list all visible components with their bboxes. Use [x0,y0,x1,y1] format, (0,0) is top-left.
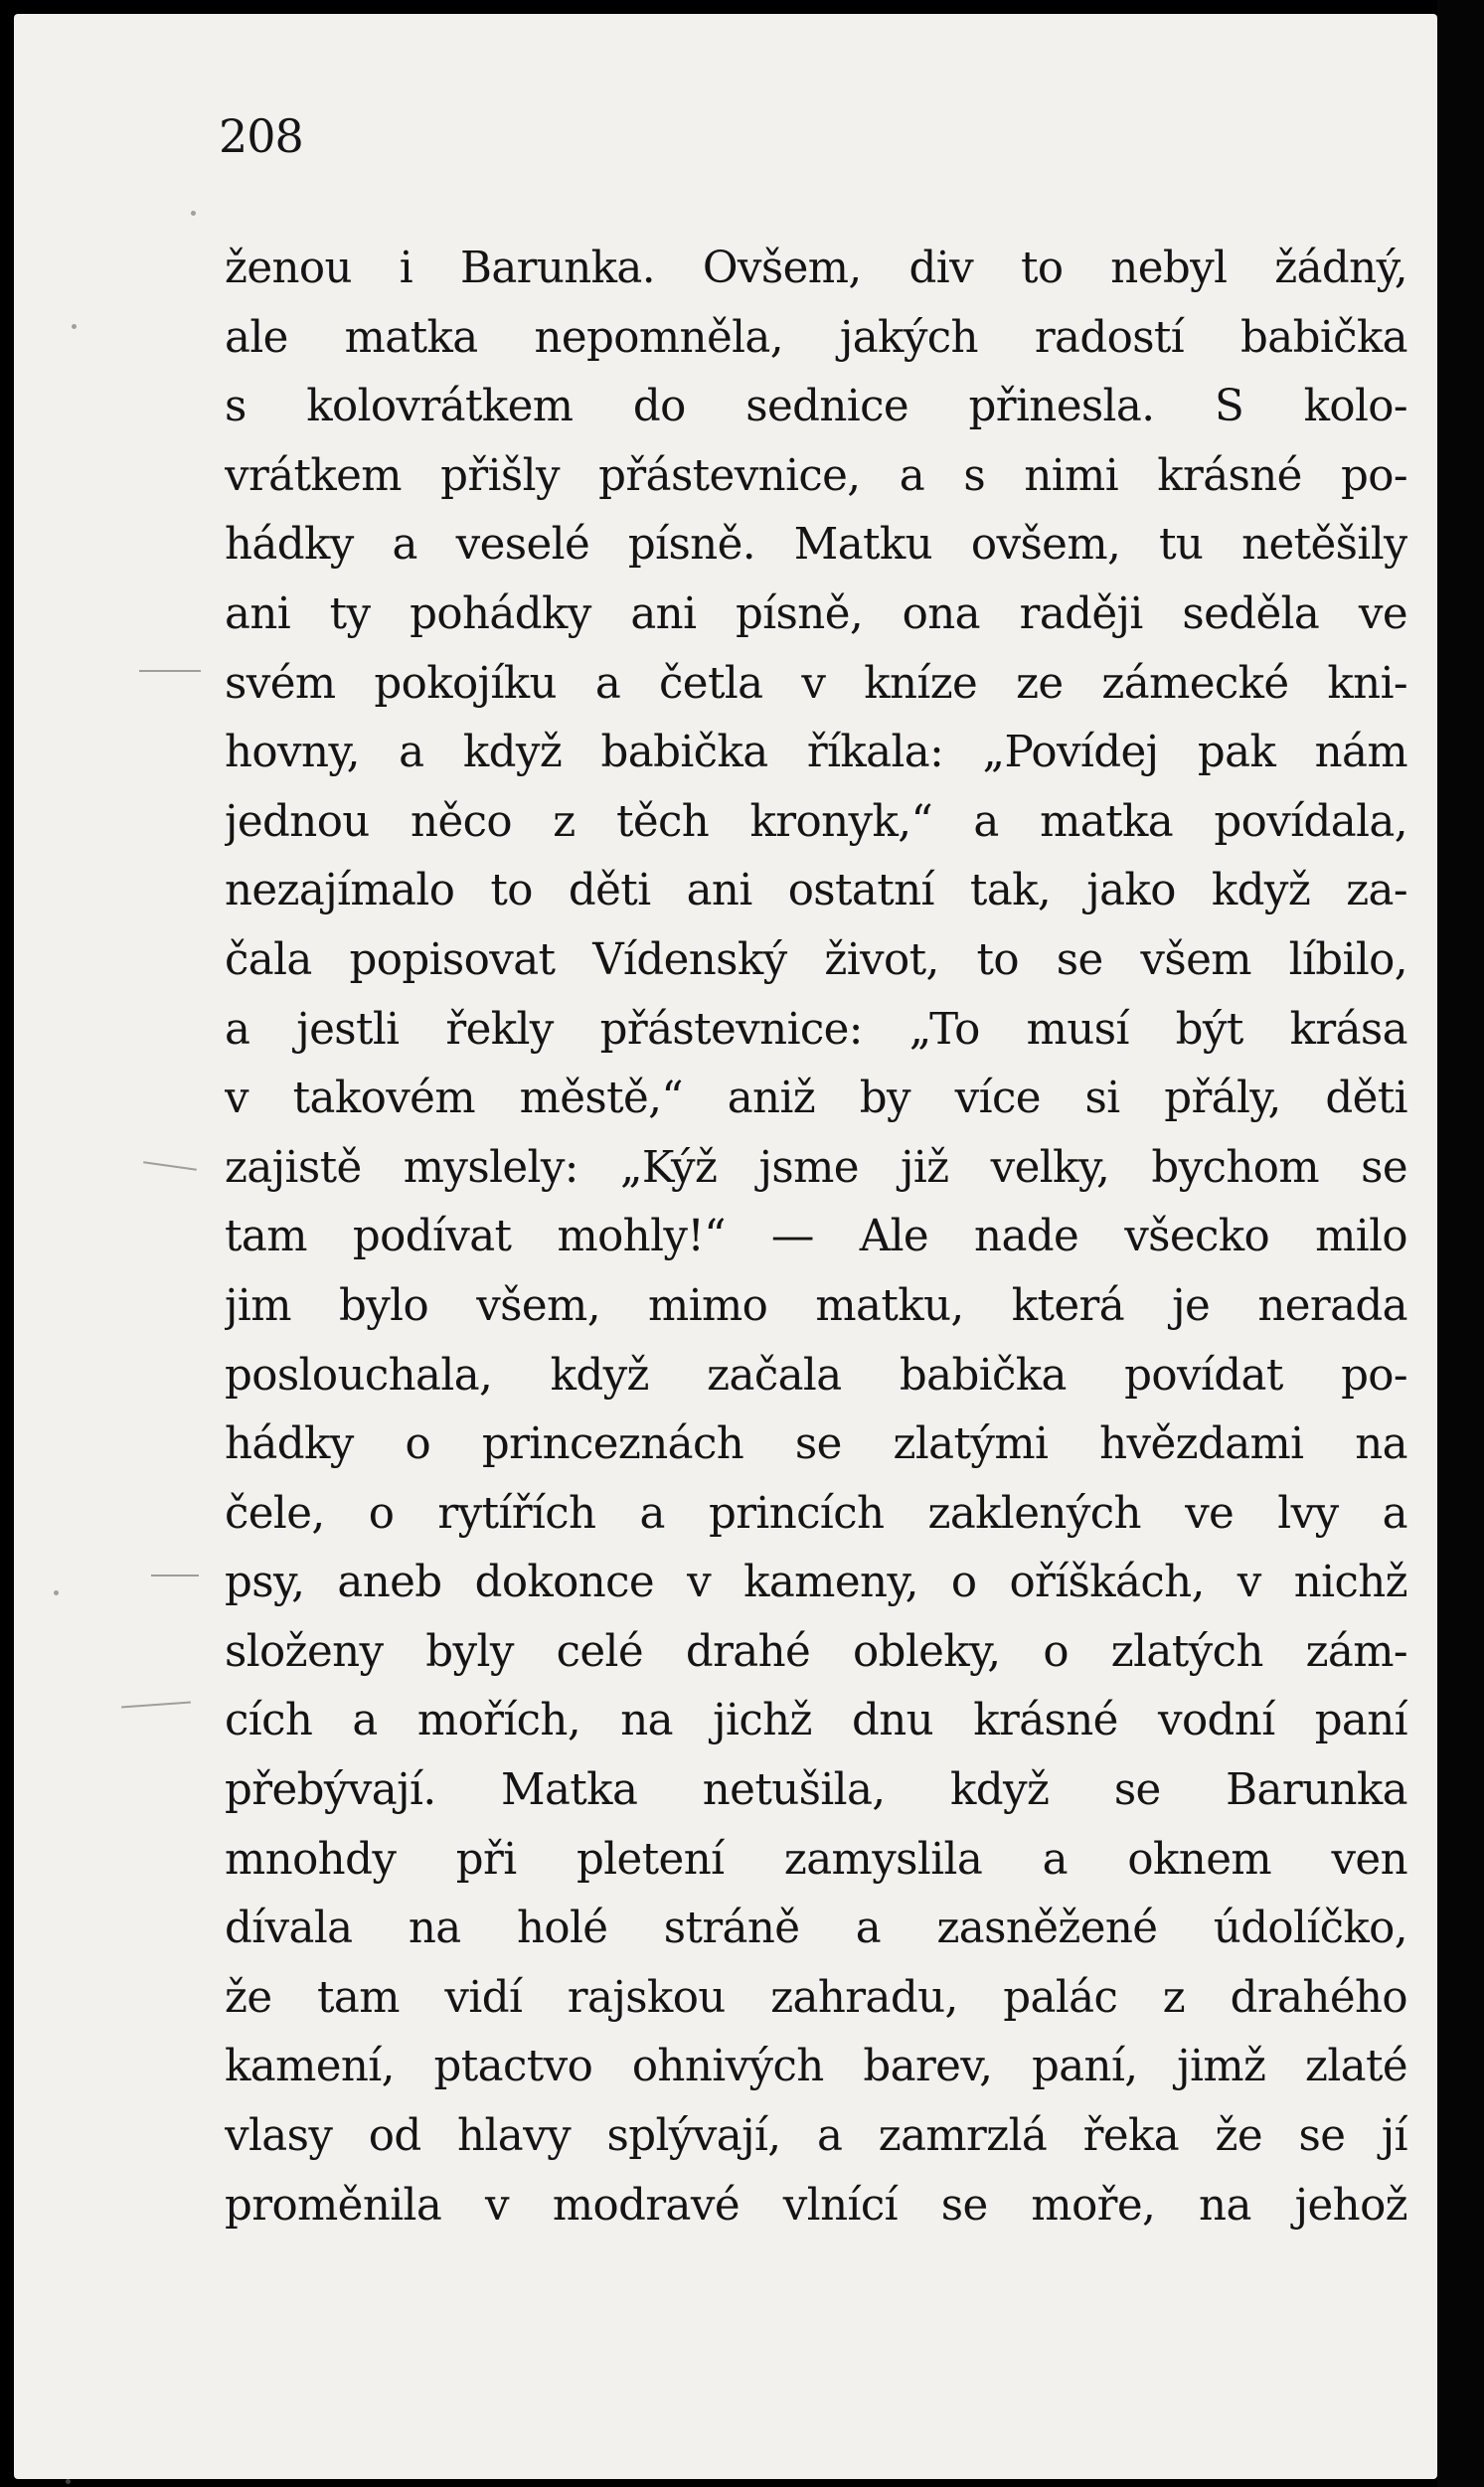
text-line: ženou i Barunka. Ovšem, div to nebyl žádný, [225,244,1407,293]
scan-mark [121,1702,191,1709]
text-line: jim bylo všem, mimo matku, která je nerada [225,1280,1407,1331]
text-line: ale matka nepomněla, jakých radostí babička [225,312,1407,363]
text-line: čele, o rytířích a princích zaklených ve lvy a [225,1488,1407,1539]
scan-speck [191,211,196,216]
scan-border [1437,0,1484,2487]
text-line: vlasy od hlavy splývají, a zamrzlá řeka že se jí [225,2111,1407,2162]
scan-speck [54,1590,59,1595]
text-line: hovny, a když babička říkala: „Povídej pak nám [225,728,1407,778]
text-line: proměnila v modravé vlnící se moře, na jehož [225,2180,1407,2231]
text-line: vrátkem přišly přástevnice, a s nimi krásné po- [225,450,1407,501]
book-page [14,14,1437,2479]
scan-mark [139,670,201,672]
text-line: zajistě myslely: „Kýž jsme již velky, bychom se [225,1142,1407,1193]
text-line: čala popisovat Vídenský život, to se všem líbilo, [225,934,1407,985]
text-line: kamení, ptactvo ohnivých barev, paní, jimž zlaté [225,2042,1407,2092]
text-line: složeny byly celé drahé obleky, o zlatých zám- [225,1626,1407,1677]
text-line: dívala na holé stráně a zasněžené údolíčko, [225,1904,1407,1954]
text-line: hádky o princeznách se zlatými hvězdami na [225,1419,1407,1470]
scan-speck [72,324,77,329]
scan-speck [66,2479,71,2484]
text-line: cích a mořích, na jichž dnu krásné vodní paní [225,1696,1407,1746]
text-line: tam podívat mohly!“ — Ale nade všecko milo [225,1212,1407,1262]
text-line: a jestli řekly přástevnice: „To musí být krása [225,1004,1407,1055]
scan-mark [151,1575,199,1576]
text-line: ani ty pohádky ani písně, ona raději seděla ve [225,588,1407,639]
text-line: v takovém městě,“ aniž by více si přály, děti [225,1074,1407,1124]
page-number: 208 [219,109,303,163]
text-line: s kolovrátkem do sednice přinesla. S kolo- [225,382,1407,432]
text-line: poslouchala, když začala babička povídat po- [225,1350,1407,1401]
text-line: psy, aneb dokonce v kameny, o oříškách, v nichž [225,1558,1407,1608]
text-line: že tam vidí rajskou zahradu, palác z drahého [225,1972,1407,2023]
text-line: přebývají. Matka netušila, když se Barunka [225,1765,1407,1816]
text-line: hádky a veselé písně. Matku ovšem, tu netěšily [225,520,1407,571]
body-text [225,235,1407,2240]
text-line: svém pokojíku a četla v kníze ze zámecké kni- [225,658,1407,709]
text-line: jednou něco z těch kronyk,“ a matka povídala, [225,796,1407,847]
text-line: mnohdy při pletení zamyslila a oknem ven [225,1834,1407,1885]
scan-mark [143,1161,197,1170]
text-line: nezajímalo to děti ani ostatní tak, jako když za- [225,866,1407,916]
